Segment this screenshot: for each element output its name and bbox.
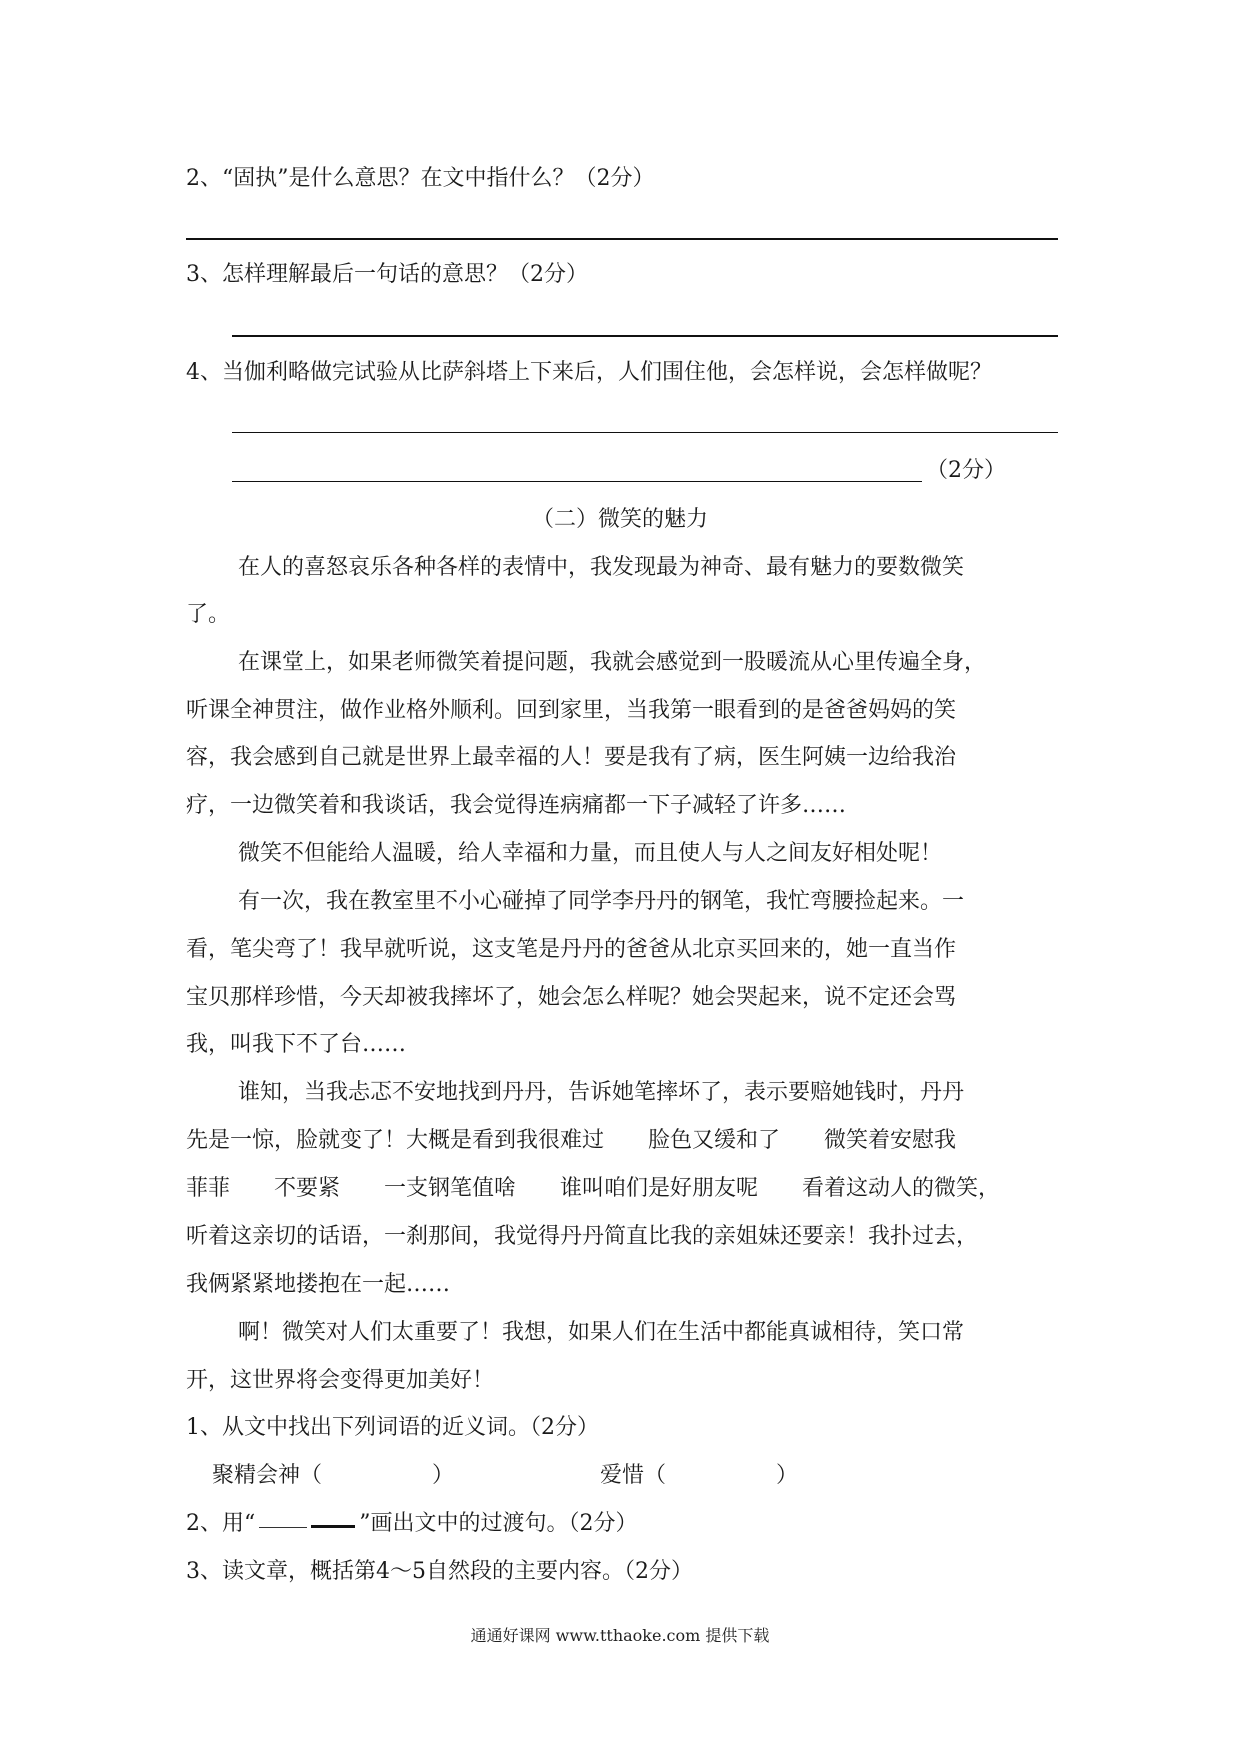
article-line: 听课全神贯注，做作业格外顺利。回到家里，当我第一眼看到的是爸爸妈妈的笑 (186, 698, 957, 723)
page-footer: 通通好课网 www.tthaoke.com 提供下载 (470, 1626, 770, 1645)
question-2-3: 3、读文章，概括第4～5自然段的主要内容。（2分） (186, 1559, 693, 1584)
article-line: 微笑不但能给人温暖，给人幸福和力量，而且使人与人之间友好相处呢！ (238, 841, 943, 866)
synonym-blank-2[interactable]: 爱惜（ ） (600, 1463, 799, 1488)
article-line: 看，笔尖弯了！我早就听说，这支笔是丹丹的爸爸从北京买回来的，她一直当作 (186, 937, 957, 962)
article-line: 啊！微笑对人们太重要了！我想，如果人们在生活中都能真诚相待，笑口常 (238, 1320, 965, 1345)
answer-line-q2[interactable] (186, 238, 1058, 240)
article-line: 听着这亲切的话语，一刹那间，我觉得丹丹简直比我的亲姐妹还要亲！我扑过去， (186, 1224, 979, 1249)
synonym-blank-1[interactable]: 聚精会神（ ） (212, 1463, 455, 1488)
article-line: 我俩紧紧地搂抱在一起…… (186, 1272, 451, 1297)
answer-line-q3[interactable] (232, 335, 1058, 337)
article-line: 有一次，我在教室里不小心碰掉了同学李丹丹的钢笔，我忙弯腰捡起来。一 (238, 889, 965, 914)
article-line: 我，叫我下不了台…… (186, 1032, 407, 1057)
question-2-2-prefix: 2、用“ (186, 1511, 256, 1536)
question-2-2 (186, 1509, 638, 1539)
answer-line-q4-2[interactable] (232, 481, 922, 482)
question-3: 3、怎样理解最后一句话的意思？（2分） (186, 262, 588, 287)
article-line: 在人的喜怒哀乐各种各样的表情中，我发现最为神奇、最有魅力的要数微笑 (238, 555, 965, 580)
question-2: 2、“固执”是什么意思？在文中指什么？（2分） (186, 166, 655, 191)
article-line: 开，这世界将会变得更加美好！ (186, 1368, 495, 1393)
article-line: 在课堂上，如果老师微笑着提问题，我就会感觉到一股暖流从心里传遍全身， (238, 650, 987, 675)
question-2-2-suffix: ”画出文中的过渡句。（2分） (359, 1511, 638, 1536)
article-line: 谁知，当我忐忑不安地找到丹丹，告诉她笔摔坏了，表示要赔她钱时，丹丹 (238, 1080, 965, 1105)
article-line: 疗，一边微笑着和我谈话，我会觉得连病痛都一下子减轻了许多…… (186, 793, 847, 818)
answer-line-q4-1[interactable] (232, 432, 1058, 433)
article-line: 容，我会感到自己就是世界上最幸福的人！要是我有了病，医生阿姨一边给我治 (186, 745, 957, 770)
question-4-score: （2分） (926, 458, 1006, 483)
underline-sample (255, 1510, 359, 1530)
question-2-1: 1、从文中找出下列词语的近义词。（2分） (186, 1415, 599, 1440)
article-line: 先是一惊，脸就变了！大概是看到我很难过 脸色又缓和了 微笑着安慰我 (186, 1128, 957, 1153)
article-line: 菲菲 不要紧 一支钢笔值啥 谁叫咱们是好朋友呢 看着这动人的微笑， (186, 1176, 1001, 1201)
article-line: 了。 (186, 602, 231, 627)
article-line: 宝贝那样珍惜，今天却被我摔坏了，她会怎么样呢？她会哭起来，说不定还会骂 (186, 985, 957, 1010)
article-title: （二）微笑的魅力 (531, 507, 708, 532)
question-4: 4、当伽利略做完试验从比萨斜塔上下来后，人们围住他，会怎样说，会怎样做呢？ (186, 360, 992, 385)
